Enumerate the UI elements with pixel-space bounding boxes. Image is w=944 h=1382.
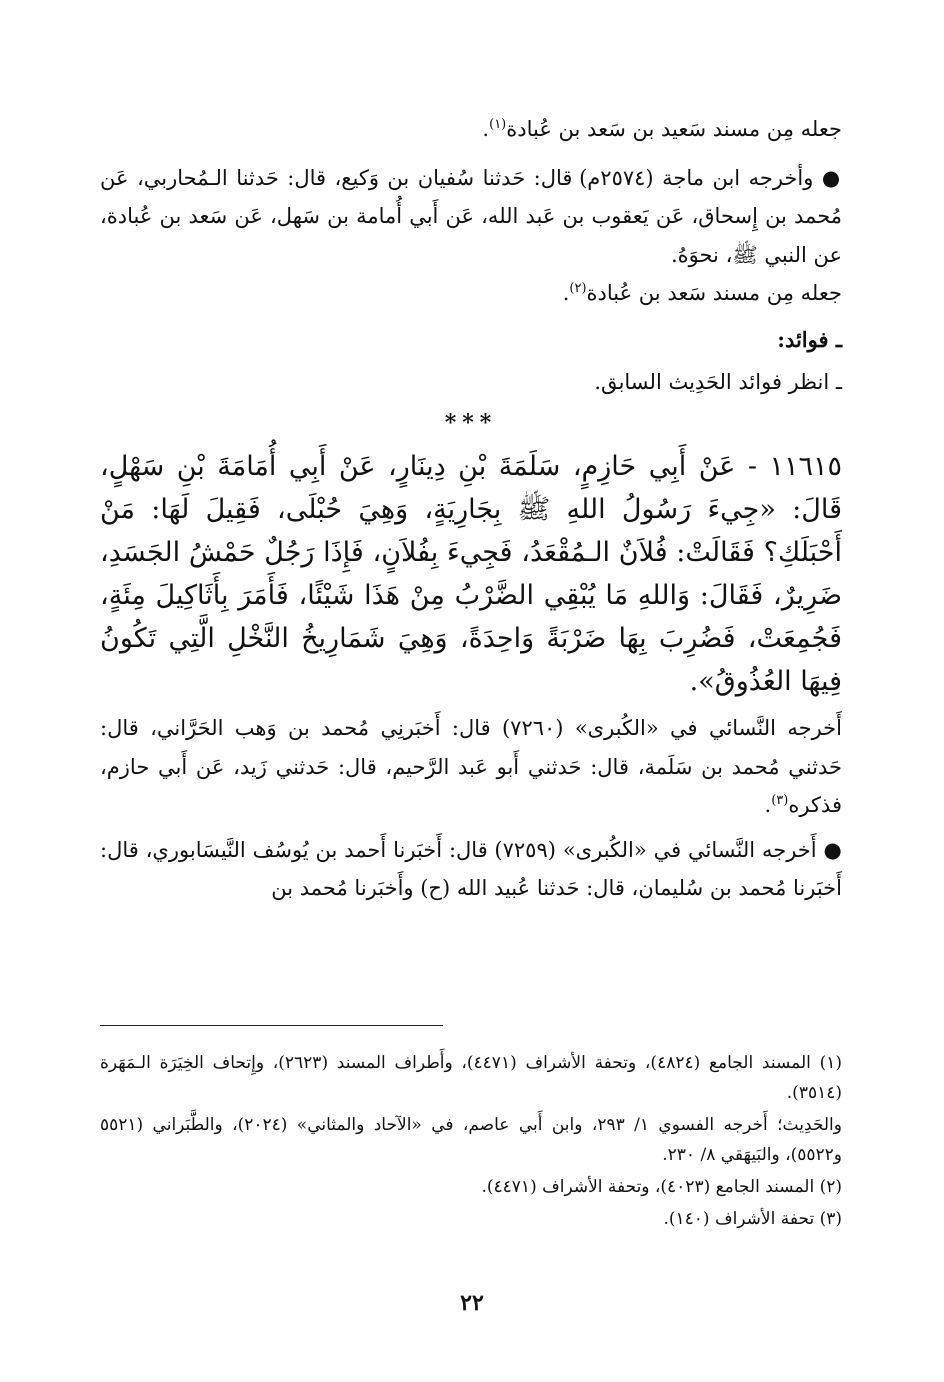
paragraph-3: جعله مِن مسند سَعد بن عُبادة$^{(٢)}$.	[562, 281, 842, 305]
paragraph-2: ● وأخرجه ابن ماجة (٢٥٧٤م) قال: حَدثنا سُفيان بن وَكيع، قال: حَدثنا الـمُحاربي، عَن مُحمد بن إِسحاق، عَن يَعقوب بن عَبد الله، عَن أَبي أُمامة بن سَهل، عَن سَعد بن عُبادة، عن النبي ﷺ، نحوَهُ.	[100, 165, 842, 267]
paragraph-5: أَخرجه النَّسائي في «الكُبرى» (٧٢٦٠) قال: أَخبَرنِي مُحمد بن وَهب الحَرَّاني، قال: حَدثني مُحمد بن سَلَمة، قال: حَدثني أَبو عَبد الرَّحيم، قال: حَدثني زَيد، عَن أَبي حازم، فذكره$^{(٣)}$.	[100, 716, 842, 817]
paragraph-6: ● أَخرجه النَّسائي في «الكُبرى» (٧٢٥٩) قال: أَخبَرنا أَحمد بن يُوسُف النَّيسَابوري، قال: أَخبَرنا مُحمد بن سُليمان، قال: حَدثنا عُبيد الله (ح) وأَخبَرنا مُحمد بن	[100, 837, 843, 900]
footnotes	[100, 1048, 842, 1236]
paragraph-1: جعله مِن مسند سَعيد بن سَعد بن عُبادة$^{(١)}$.	[482, 117, 842, 141]
section-separator: ***	[444, 410, 498, 436]
main-text	[100, 110, 842, 908]
page-number: ٢٢	[460, 1290, 484, 1316]
footnote-2: (٢) المسند الجامع (٤٠٢٣)، وتحفة الأشراف (٤٤٧١).	[481, 1177, 842, 1197]
footnote-ref-2[interactable]: (٢)	[569, 281, 587, 296]
paragraph-4: ـ انظر فوائد الحَدِيث السابق.	[594, 369, 842, 394]
hadith-text: ١١٦١٥ - عَنْ أَبِي حَازِمٍ، سَلَمَةَ بْنِ دِينَارٍ، عَنْ أَبِي أُمَامَةَ بْنِ سَهْلٍ، قَالَ: «جِيءَ رَسُولُ اللهِ ﷺ بِجَارِيَةٍ، وَهِيَ حُبْلَى، فَقِيلَ لَهَا: مَنْ أَحْبَلَكِ؟ فَقَالَتْ: فُلاَنٌ الـمُقْعَدُ، فَجِيءَ بِفُلاَنٍ، فَإِذَا رَجُلٌ حَمْشُ الجَسَدِ، ضَرِيرٌ، فَقَالَ: وَاللهِ مَا يُبْقِي الضَّرْبُ مِنْ هَذَا شَيْئًا، فَأَمَرَ بِأَثَاكِيلَ مِئَةٍ، فَجُمِعَتْ، فَضُرِبَ بِهَا ضَرْبَةً وَاحِدَةً، وَهِيَ شَمَارِيخُ النَّخْلِ الَّتِي تَكُونُ فِيهَا العُذُوقُ».	[100, 451, 842, 697]
footnote-3: (٣) تحفة الأشراف (١٤٠).	[663, 1209, 842, 1229]
footnote-divider	[100, 1025, 443, 1026]
hadith-number: ١١٦١٥ -	[747, 451, 842, 482]
footnote-1-continued: والحَدِيث؛ أَخرجه الفسوي ١/ ٢٩٣، وابن أَبي عاصم، في «الآحاد والمثاني» (٢٠٢٤)، والطَّبَراني (٥٥٢١ و٥٥٢٢)، والبَيهَقي ٨/ ٢٣٠.	[100, 1115, 842, 1165]
footnote-1: (١) المسند الجامع (٤٨٢٤)، وتحفة الأشراف (٤٤٧١)، وأَطراف المسند (٢٦٢٣)، وإِتحاف الخِيَرَة الـمَهَرة (٣٥١٤).	[100, 1053, 843, 1103]
section-heading: ـ فوائد:	[777, 326, 842, 352]
footnote-ref-3[interactable]: (٣)	[771, 793, 789, 808]
footnote-ref-1[interactable]: (١)	[489, 117, 507, 132]
